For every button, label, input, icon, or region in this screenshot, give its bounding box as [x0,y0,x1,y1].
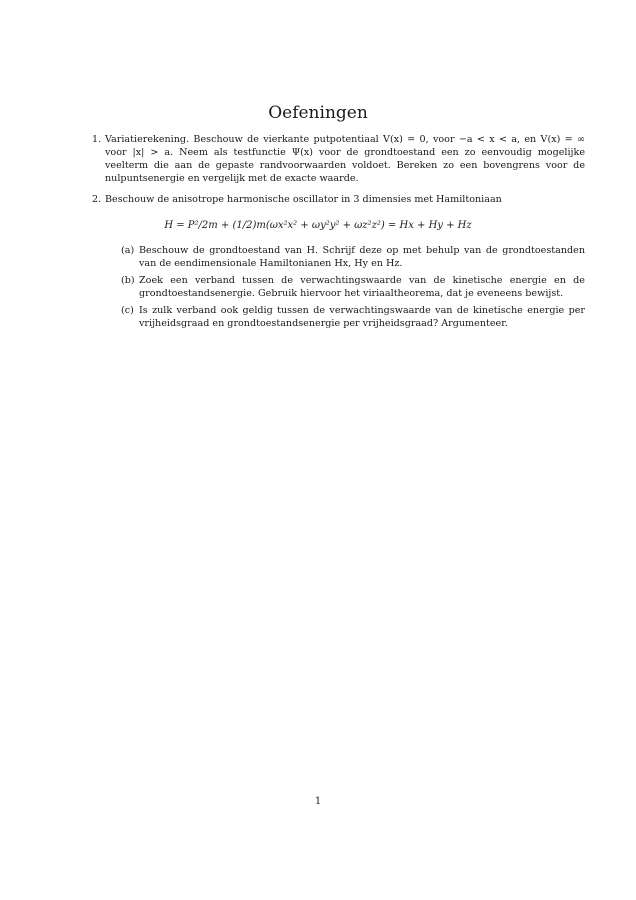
subitem-c [123,304,585,330]
subitem-b [123,274,585,300]
subitem-b-label: (b) [121,275,135,286]
subitem-b-text: Zoek een verband tussen de verwachtingswaarde van de kinetische energie en de grondtoestandsenergie. Gebruik hiervoor het viriaaltheorema, dat je eveneens bewijst. [139,275,585,299]
exercise-2-subitems [123,244,585,334]
page-number: 1 [314,796,322,807]
exercise-1-text: Variatierekening. Beschouw de vierkante putpotentiaal V(x) = 0, voor −a < x < a, en V(x) = ∞ voor |x| > a. Neem als testfunctie Ψ(x) voor de grondtoestand een zo eenvoudig mogelijke veelterm die aan de gepaste randvoorwaarden voldoet. Bereken zo een bovengrens voor de nulpuntsenergie en vergelijk met de exacte waarde. [105,134,585,184]
subitem-a [123,244,585,270]
exercise-2 [92,193,585,206]
subitem-c-text: Is zulk verband ook geldig tussen de verwachtingswaarde van de kinetische energie per vrijheidsgraad en grondtoestandsenergie per vrijheidsgraad? Argumenteer. [139,305,585,329]
subitem-a-text: Beschouw de grondtoestand van H. Schrijf deze op met behulp van de grondtoestanden van de eendimensionale Hamiltonianen Hx, Hy en Hz. [139,245,585,269]
page-title: Oefeningen [268,103,368,123]
hamiltonian-equation: H = P²/2m + (1/2)m(ωx²x² + ωy²y² + ωz²z²) = Hx + Hy + Hz [164,220,472,231]
exercise-2-number: 2. [92,194,102,205]
subitem-c-label: (c) [121,305,134,316]
exercise-1 [92,133,585,185]
exercise-1-number: 1. [92,134,102,145]
subitem-a-label: (a) [121,245,135,256]
exercise-2-text: Beschouw de anisotrope harmonische oscillator in 3 dimensies met Hamiltoniaan [105,194,502,205]
